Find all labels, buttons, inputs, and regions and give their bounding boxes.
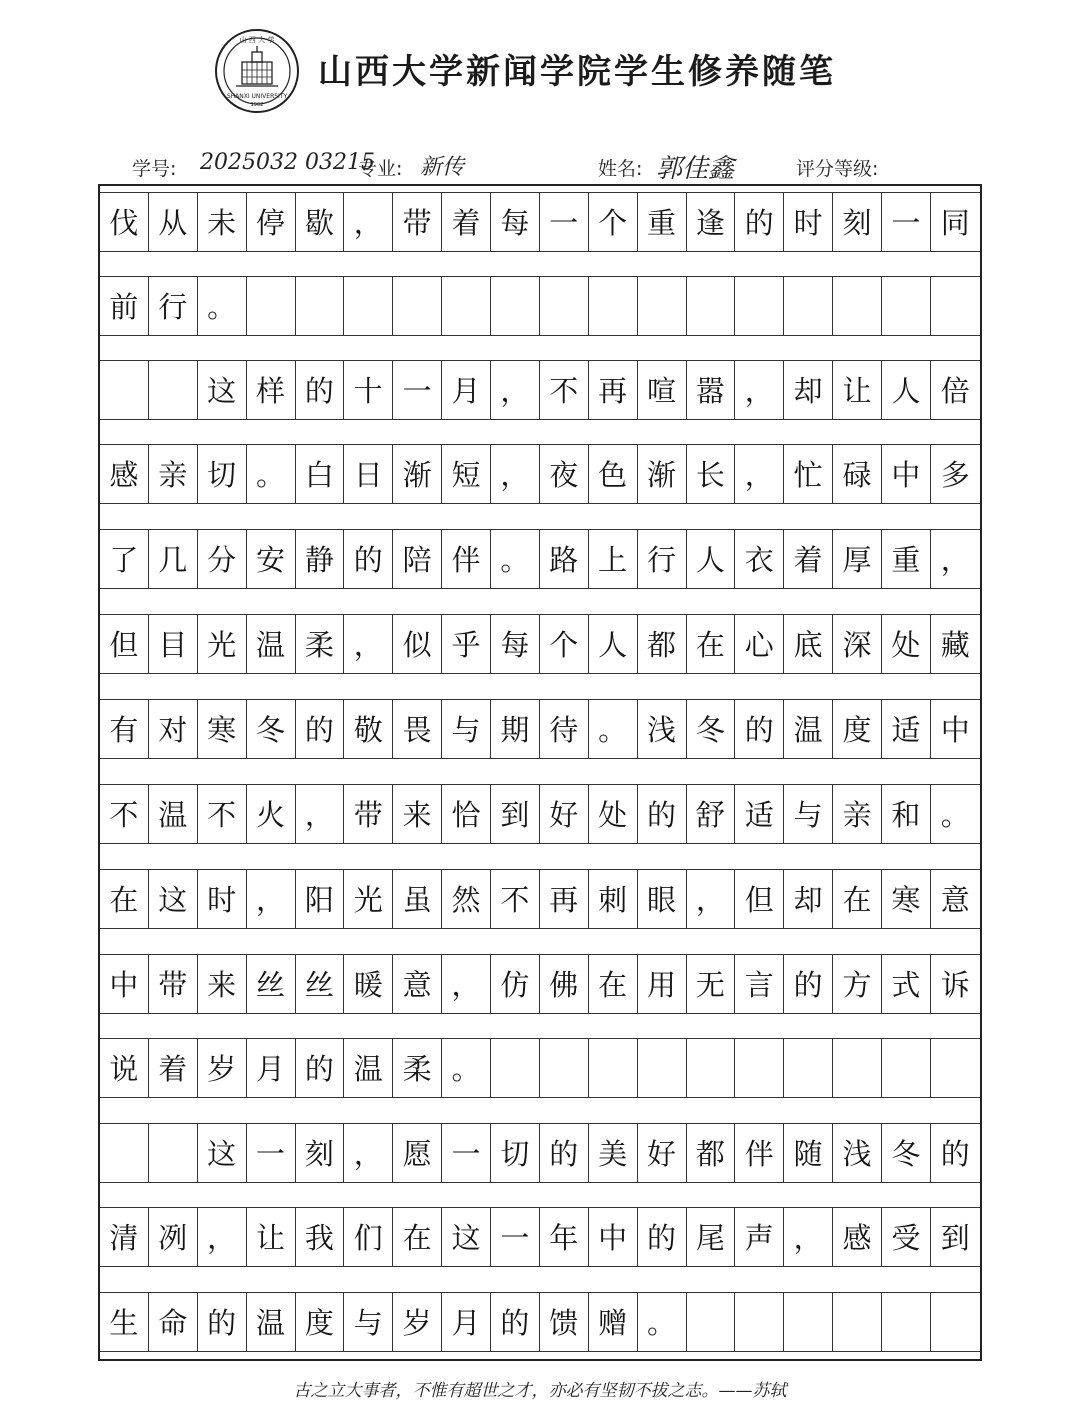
grid-cell: 畏 xyxy=(393,699,442,759)
grid-cell: ， xyxy=(296,784,345,844)
grid-cell: 度 xyxy=(833,699,882,759)
grid-row xyxy=(100,1123,980,1183)
grid-cell: 岁 xyxy=(393,1292,442,1352)
grid-cell: 在 xyxy=(833,869,882,929)
grid-cell: 分 xyxy=(198,529,247,589)
grid-row xyxy=(100,529,980,589)
grid-cell: 。 xyxy=(247,444,296,504)
grid-cell xyxy=(540,1038,589,1098)
grid-cell: 美 xyxy=(589,1123,638,1183)
grid-cell: 夜 xyxy=(540,444,589,504)
grid-cell: 柔 xyxy=(393,1038,442,1098)
grid-cell: 刺 xyxy=(589,869,638,929)
grid-cell xyxy=(735,1292,784,1352)
grid-cell xyxy=(882,1038,931,1098)
grid-cell: 停 xyxy=(247,192,296,252)
svg-text:SHANXI UNIVERSITY: SHANXI UNIVERSITY xyxy=(226,93,288,100)
grid-cell: 中 xyxy=(931,699,980,759)
grid-cell: 倍 xyxy=(931,360,980,420)
grid-cell: 温 xyxy=(149,784,198,844)
grid-cell xyxy=(247,276,296,336)
svg-text:1902: 1902 xyxy=(250,102,264,108)
grid-cell: 日 xyxy=(344,444,393,504)
grid-cell xyxy=(100,1123,149,1183)
grid-cell xyxy=(687,276,736,336)
grid-cell: 和 xyxy=(882,784,931,844)
grid-cell xyxy=(491,1038,540,1098)
grid-cell: 适 xyxy=(882,699,931,759)
grid-cell: 着 xyxy=(784,529,833,589)
grid-cell: 的 xyxy=(296,360,345,420)
grid-cell: 眼 xyxy=(638,869,687,929)
writing-grid xyxy=(98,184,982,1361)
grid-cell: 多 xyxy=(931,444,980,504)
grid-cell: 的 xyxy=(931,1123,980,1183)
grid-cell xyxy=(491,276,540,336)
grid-cell: 冬 xyxy=(687,699,736,759)
grid-cell: 个 xyxy=(540,614,589,674)
grid-cell: 的 xyxy=(198,1292,247,1352)
grid-cell: 虽 xyxy=(393,869,442,929)
grid-cell: ， xyxy=(442,954,491,1014)
grid-cell: ， xyxy=(344,1123,393,1183)
grid-cell: 再 xyxy=(540,869,589,929)
grid-row xyxy=(100,869,980,929)
grid-cell: 未 xyxy=(198,192,247,252)
grid-cell: 的 xyxy=(735,699,784,759)
grid-cell: ， xyxy=(247,869,296,929)
grid-cell: 中 xyxy=(100,954,149,1014)
grid-cell xyxy=(931,276,980,336)
grid-cell xyxy=(735,276,784,336)
grid-cell: 这 xyxy=(149,869,198,929)
grid-cell: 短 xyxy=(442,444,491,504)
grid-cell xyxy=(882,1292,931,1352)
grid-cell: 佛 xyxy=(540,954,589,1014)
grid-cell xyxy=(393,276,442,336)
grid-cell: 阳 xyxy=(296,869,345,929)
grid-cell xyxy=(833,1292,882,1352)
grid-cell: 渐 xyxy=(638,444,687,504)
grid-cell: 诉 xyxy=(931,954,980,1014)
grid-cell: 一 xyxy=(491,1207,540,1267)
grid-cell xyxy=(931,1292,980,1352)
grid-cell: 不 xyxy=(491,869,540,929)
grid-cell: 衣 xyxy=(735,529,784,589)
grid-cell: 但 xyxy=(100,614,149,674)
grid-cell: 用 xyxy=(638,954,687,1014)
grid-cell: 敬 xyxy=(344,699,393,759)
grid-cell: 一 xyxy=(442,1123,491,1183)
grid-cell xyxy=(931,1038,980,1098)
grid-cell: 。 xyxy=(442,1038,491,1098)
grid-cell: 意 xyxy=(393,954,442,1014)
grid-cell: 处 xyxy=(882,614,931,674)
grid-cell: 无 xyxy=(687,954,736,1014)
grid-cell: ， xyxy=(198,1207,247,1267)
grid-cell: 但 xyxy=(735,869,784,929)
grid-cell: 的 xyxy=(638,1207,687,1267)
grid-cell: 丝 xyxy=(247,954,296,1014)
grid-cell: 月 xyxy=(442,360,491,420)
grid-cell: 的 xyxy=(491,1292,540,1352)
grid-cell: 清 xyxy=(100,1207,149,1267)
grid-cell xyxy=(638,1038,687,1098)
grid-cell: 然 xyxy=(442,869,491,929)
grid-cell: 重 xyxy=(638,192,687,252)
grid-cell xyxy=(442,276,491,336)
grid-cell: 命 xyxy=(149,1292,198,1352)
grid-cell: 声 xyxy=(735,1207,784,1267)
grid-cell: 切 xyxy=(491,1123,540,1183)
grid-cell: 寒 xyxy=(882,869,931,929)
grid-cell: 深 xyxy=(833,614,882,674)
grid-cell: 到 xyxy=(491,784,540,844)
grid-cell xyxy=(784,1292,833,1352)
grid-cell: 这 xyxy=(442,1207,491,1267)
student-info-row xyxy=(0,148,1080,184)
grid-cell: 忙 xyxy=(784,444,833,504)
grid-cell: 在 xyxy=(589,954,638,1014)
grid-cell: 赠 xyxy=(589,1292,638,1352)
grid-cell: ， xyxy=(687,869,736,929)
grid-cell: 的 xyxy=(638,784,687,844)
grid-cell: 刻 xyxy=(833,192,882,252)
grid-cell: 感 xyxy=(833,1207,882,1267)
grid-cell: 来 xyxy=(393,784,442,844)
grid-cell: 上 xyxy=(589,529,638,589)
page-header xyxy=(0,22,1080,122)
grid-cell xyxy=(344,276,393,336)
grid-cell xyxy=(687,1038,736,1098)
grid-cell xyxy=(100,360,149,420)
grid-cell: 在 xyxy=(393,1207,442,1267)
grid-cell xyxy=(149,360,198,420)
grid-cell: 却 xyxy=(784,360,833,420)
grid-cell: 温 xyxy=(344,1038,393,1098)
grid-cell: ， xyxy=(931,529,980,589)
grid-cell: 长 xyxy=(687,444,736,504)
grid-cell xyxy=(638,276,687,336)
grid-cell: 人 xyxy=(687,529,736,589)
grid-cell: 月 xyxy=(247,1038,296,1098)
grid-cell: 让 xyxy=(833,360,882,420)
grid-cell: 乎 xyxy=(442,614,491,674)
grid-cell: 与 xyxy=(344,1292,393,1352)
grid-cell xyxy=(882,276,931,336)
grid-cell: 让 xyxy=(247,1207,296,1267)
grid-cell: ， xyxy=(735,360,784,420)
grid-cell: 仿 xyxy=(491,954,540,1014)
grid-cell: 色 xyxy=(589,444,638,504)
grid-cell: 生 xyxy=(100,1292,149,1352)
grid-cell: 。 xyxy=(931,784,980,844)
grid-cell: 亲 xyxy=(149,444,198,504)
grid-cell: 柔 xyxy=(296,614,345,674)
grid-cell: 一 xyxy=(540,192,589,252)
grid-cell: 来 xyxy=(198,954,247,1014)
grid-cell: 心 xyxy=(735,614,784,674)
grid-row xyxy=(100,192,980,252)
grid-row xyxy=(100,954,980,1014)
grid-cell: 都 xyxy=(687,1123,736,1183)
grid-row xyxy=(100,444,980,504)
grid-cell: 。 xyxy=(589,699,638,759)
name-label: 姓名: xyxy=(598,158,643,180)
student-id-label: 学号: xyxy=(132,158,177,180)
grid-cell: 火 xyxy=(247,784,296,844)
grid-cell: 都 xyxy=(638,614,687,674)
grid-cell: 随 xyxy=(784,1123,833,1183)
grid-cell: 对 xyxy=(149,699,198,759)
grid-row xyxy=(100,360,980,420)
grid-cell: 个 xyxy=(589,192,638,252)
grid-cell: 时 xyxy=(784,192,833,252)
grid-cell: 月 xyxy=(442,1292,491,1352)
grid-cell: 冬 xyxy=(247,699,296,759)
grid-cell: 的 xyxy=(296,1038,345,1098)
grid-cell: 行 xyxy=(149,276,198,336)
grid-cell: 几 xyxy=(149,529,198,589)
name-value: 郭佳鑫 xyxy=(656,154,735,184)
grid-cell: 目 xyxy=(149,614,198,674)
grid-cell: 每 xyxy=(491,192,540,252)
grid-cell: 再 xyxy=(589,360,638,420)
grid-cell: 方 xyxy=(833,954,882,1014)
grid-row xyxy=(100,699,980,759)
grid-cell: 同 xyxy=(931,192,980,252)
grid-cell: 浅 xyxy=(638,699,687,759)
grid-cell: 不 xyxy=(540,360,589,420)
grid-cell: 带 xyxy=(344,784,393,844)
grid-cell: 在 xyxy=(687,614,736,674)
grid-cell: 。 xyxy=(491,529,540,589)
grid-cell: 嚣 xyxy=(687,360,736,420)
grid-cell: 静 xyxy=(296,529,345,589)
grid-cell: ， xyxy=(344,614,393,674)
grid-cell: 受 xyxy=(882,1207,931,1267)
major-label: 专业: xyxy=(358,158,403,180)
grid-cell xyxy=(296,276,345,336)
grid-cell: 待 xyxy=(540,699,589,759)
grid-cell: 的 xyxy=(735,192,784,252)
grid-cell: ， xyxy=(491,444,540,504)
university-seal-icon xyxy=(214,28,300,114)
grid-cell: 的 xyxy=(344,529,393,589)
grid-cell: 人 xyxy=(589,614,638,674)
grid-cell: 温 xyxy=(247,614,296,674)
page-title: 山西大学新闻学院学生修养随笔 xyxy=(318,52,836,92)
grid-cell: 期 xyxy=(491,699,540,759)
grid-cell: 恰 xyxy=(442,784,491,844)
grid-cell: 的 xyxy=(296,699,345,759)
footer-quote: 古之立大事者，不惟有超世之才，亦必有坚韧不拔之志。——苏轼 xyxy=(293,1381,787,1401)
grid-cell xyxy=(833,276,882,336)
grid-cell: ， xyxy=(491,360,540,420)
grid-cell: 有 xyxy=(100,699,149,759)
grid-cell: 白 xyxy=(296,444,345,504)
grid-cell: 伴 xyxy=(735,1123,784,1183)
grid-cell: 切 xyxy=(198,444,247,504)
grid-cell: 样 xyxy=(247,360,296,420)
grid-cell: 一 xyxy=(247,1123,296,1183)
student-id-value: 2025032 03215 xyxy=(200,150,375,175)
grid-cell: 路 xyxy=(540,529,589,589)
grid-cell: 式 xyxy=(882,954,931,1014)
grid-cell: 不 xyxy=(100,784,149,844)
grid-cell: 中 xyxy=(882,444,931,504)
grid-cell: 丝 xyxy=(296,954,345,1014)
grid-cell: ， xyxy=(735,444,784,504)
grid-cell: 适 xyxy=(735,784,784,844)
grid-cell: 温 xyxy=(784,699,833,759)
grid-cell: 处 xyxy=(589,784,638,844)
grid-cell: 与 xyxy=(784,784,833,844)
grid-cell: 歇 xyxy=(296,192,345,252)
grid-cell: 逢 xyxy=(687,192,736,252)
grid-row xyxy=(100,1207,980,1267)
major-value: 新传 xyxy=(420,155,465,180)
grid-cell: 。 xyxy=(638,1292,687,1352)
grid-cell: 说 xyxy=(100,1038,149,1098)
grid-cell: ， xyxy=(344,192,393,252)
grid-cell: 们 xyxy=(344,1207,393,1267)
grid-cell: 光 xyxy=(344,869,393,929)
grid-cell: 不 xyxy=(198,784,247,844)
grid-cell: 年 xyxy=(540,1207,589,1267)
grid-cell: 陪 xyxy=(393,529,442,589)
grid-cell xyxy=(735,1038,784,1098)
grid-cell: 这 xyxy=(198,1123,247,1183)
grid-cell: 藏 xyxy=(931,614,980,674)
grid-cell: 与 xyxy=(442,699,491,759)
grid-cell: 时 xyxy=(198,869,247,929)
grid-cell: 浅 xyxy=(833,1123,882,1183)
grid-cell: 的 xyxy=(784,954,833,1014)
grid-row xyxy=(100,1038,980,1098)
grid-cell: 我 xyxy=(296,1207,345,1267)
grid-cell: 一 xyxy=(393,360,442,420)
grid-cell: 冽 xyxy=(149,1207,198,1267)
grid-cell: ， xyxy=(784,1207,833,1267)
grid-cell: 伐 xyxy=(100,192,149,252)
grid-cell: 厚 xyxy=(833,529,882,589)
grid-cell: 。 xyxy=(198,276,247,336)
grid-cell: 底 xyxy=(784,614,833,674)
grid-cell: 这 xyxy=(198,360,247,420)
grid-cell: 意 xyxy=(931,869,980,929)
grid-cell: 却 xyxy=(784,869,833,929)
grid-cell: 人 xyxy=(882,360,931,420)
grid-cell: 愿 xyxy=(393,1123,442,1183)
grid-cell: 岁 xyxy=(198,1038,247,1098)
grade-label: 评分等级: xyxy=(796,158,879,180)
grid-cell: 光 xyxy=(198,614,247,674)
grid-cell xyxy=(540,276,589,336)
grid-cell: 碌 xyxy=(833,444,882,504)
grid-cell xyxy=(589,276,638,336)
grid-cell: 馈 xyxy=(540,1292,589,1352)
grid-cell: 好 xyxy=(540,784,589,844)
grid-cell xyxy=(784,276,833,336)
grid-cell: 在 xyxy=(100,869,149,929)
grid-cell: 度 xyxy=(296,1292,345,1352)
grid-cell xyxy=(687,1292,736,1352)
grid-row xyxy=(100,614,980,674)
grid-cell: 刻 xyxy=(296,1123,345,1183)
grid-cell: 每 xyxy=(491,614,540,674)
grid-cell: 重 xyxy=(882,529,931,589)
grid-cell: 舒 xyxy=(687,784,736,844)
grid-cell: 似 xyxy=(393,614,442,674)
grid-cell: 的 xyxy=(540,1123,589,1183)
grid-cell: 安 xyxy=(247,529,296,589)
grid-cell: 从 xyxy=(149,192,198,252)
grid-cell: 冬 xyxy=(882,1123,931,1183)
grid-cell: 了 xyxy=(100,529,149,589)
grid-cell: 亲 xyxy=(833,784,882,844)
grid-cell: 温 xyxy=(247,1292,296,1352)
grid-cell: 伴 xyxy=(442,529,491,589)
grid-cell: 行 xyxy=(638,529,687,589)
grid-cell: 到 xyxy=(931,1207,980,1267)
grid-cell: 好 xyxy=(638,1123,687,1183)
grid-cell: 十 xyxy=(344,360,393,420)
grid-cell: 着 xyxy=(442,192,491,252)
grid-cell: 尾 xyxy=(687,1207,736,1267)
grid-cell: 喧 xyxy=(638,360,687,420)
grid-cell xyxy=(589,1038,638,1098)
grid-cell: 一 xyxy=(882,192,931,252)
grid-cell: 寒 xyxy=(198,699,247,759)
grid-cell: 暖 xyxy=(344,954,393,1014)
grid-cell: 前 xyxy=(100,276,149,336)
grid-cell: 带 xyxy=(393,192,442,252)
grid-row xyxy=(100,276,980,336)
grid-cell xyxy=(149,1123,198,1183)
grid-cell xyxy=(833,1038,882,1098)
grid-cell: 言 xyxy=(735,954,784,1014)
grid-cell: 感 xyxy=(100,444,149,504)
grid-row xyxy=(100,784,980,844)
svg-text:山 西 大 学: 山 西 大 学 xyxy=(239,36,275,44)
grid-cell: 渐 xyxy=(393,444,442,504)
grid-cell xyxy=(784,1038,833,1098)
grid-cell: 带 xyxy=(149,954,198,1014)
grid-cell: 着 xyxy=(149,1038,198,1098)
grid-row xyxy=(100,1292,980,1352)
grid-cell: 中 xyxy=(589,1207,638,1267)
